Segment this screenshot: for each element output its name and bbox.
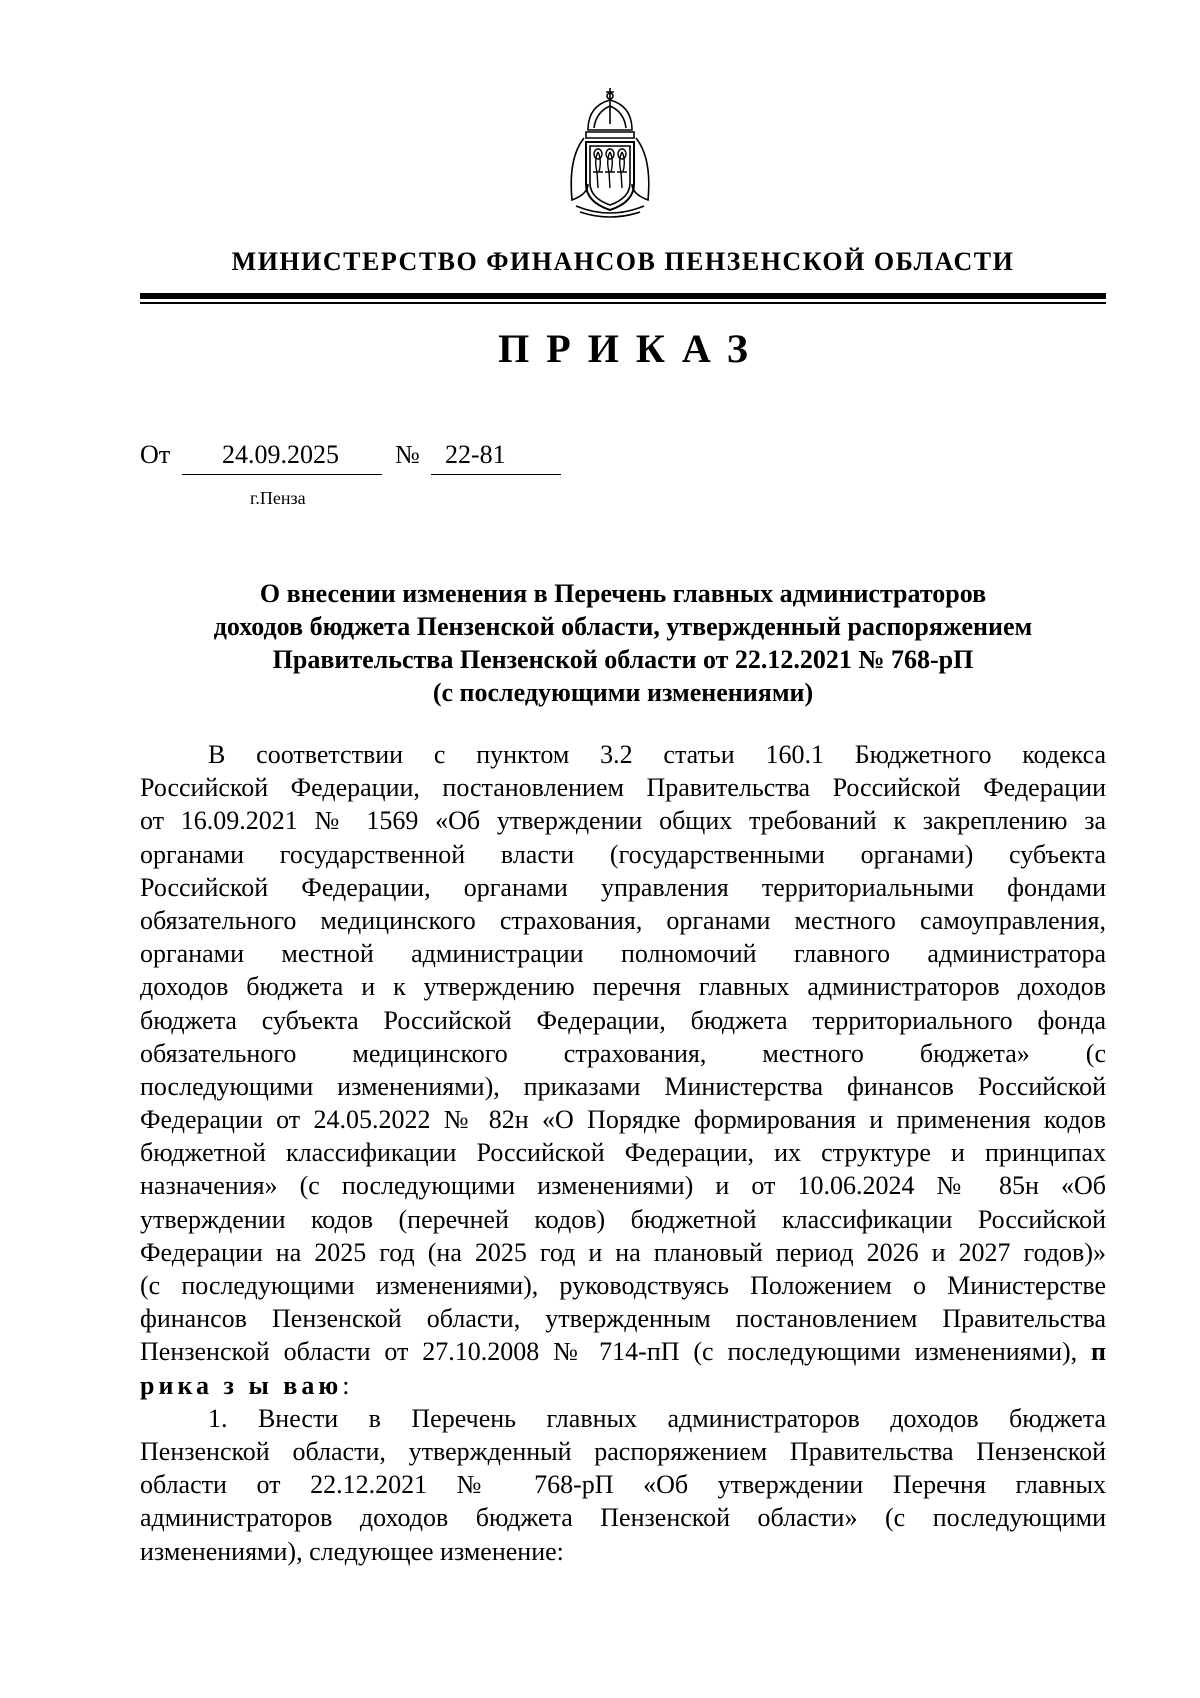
- header-divider-thin: [140, 302, 1106, 304]
- body-line: финансов Пензенской области, утвержденным постановлением Правительства: [140, 1304, 1106, 1334]
- date-underline: [182, 474, 382, 475]
- body-line: 1. Внести в Перечень главных администраторов доходов бюджета: [208, 1403, 1106, 1433]
- penza-region-coat-of-arms-icon: [558, 88, 662, 220]
- city-name: г.Пенза: [250, 488, 306, 508]
- body-line: бюджета субъекта Российской Федерации, бюджета территориального фонда: [140, 1005, 1106, 1035]
- order-title: [140, 577, 1106, 709]
- body-line: изменениями), следующее изменение:: [140, 1536, 564, 1566]
- ministry-name: МИНИСТЕРСТВО ФИНАНСОВ ПЕНЗЕНСКОЙ ОБЛАСТИ: [231, 247, 1015, 276]
- body-line: Пензенской области, утвержденный распоряжением Правительства Пензенской: [140, 1436, 1106, 1466]
- body-line: области от 22.12.2021 № 768-рП «Об утверждении Перечня главных: [140, 1470, 1106, 1500]
- body-line: обязательного медицинского страхования, органами местного самоуправления,: [140, 905, 1106, 935]
- body-line: назначения» (с последующими изменениями) и от 10.06.2024 № 85н «Об: [140, 1171, 1106, 1201]
- body-line: доходов бюджета и к утверждению перечня главных администраторов доходов: [140, 972, 1106, 1002]
- from-label: От: [140, 440, 171, 469]
- order-body: [140, 738, 1106, 1568]
- order-word-start: п: [1091, 1337, 1107, 1367]
- body-line: (с последующими изменениями), руководствуясь Положением о Министерстве: [140, 1271, 1106, 1300]
- body-line-text: Пензенской области от 27.10.2008 № 714-пП (с последующими изменениями),: [140, 1337, 1078, 1367]
- body-line: органами государственной власти (государственными органами) субъекта: [140, 839, 1106, 869]
- body-line: Федерации на 2025 год (на 2025 год и на плановый период 2026 и 2027 годов)»: [140, 1237, 1106, 1267]
- body-line: Федерации от 24.05.2022 № 82н «О Порядке формирования и применения кодов: [140, 1105, 1106, 1135]
- title-line: О внесении изменения в Перечень главных администраторов: [259, 579, 987, 608]
- body-line: органами местной администрации полномочий главного администратора: [140, 939, 1106, 969]
- body-line: В соответствии с пунктом 3.2 статьи 160.1 Бюджетного кодекса: [208, 740, 1106, 769]
- body-line: последующими изменениями), приказами Министерства финансов Российской: [140, 1071, 1106, 1101]
- title-line: Правительства Пензенской области от 22.12.2021 № 768-рП: [272, 645, 974, 674]
- body-line: утверждении кодов (перечней кодов) бюджетной классификации Российской: [140, 1204, 1106, 1234]
- title-line: доходов бюджета Пензенской области, утвержденный распоряжением: [213, 612, 1033, 641]
- number-underline: [431, 474, 561, 475]
- body-line-with-bold-tail: [140, 1335, 1106, 1368]
- title-line: (с последующими изменениями): [432, 678, 814, 707]
- order-colon: :: [342, 1370, 350, 1400]
- body-line: от 16.09.2021 № 1569 «Об утверждении общих требований к закреплению за: [140, 806, 1106, 836]
- body-line: Российской Федерации, постановлением Правительства Российской Федерации: [140, 773, 1106, 803]
- number-label: №: [395, 440, 420, 469]
- body-line: Российской Федерации, органами управления территориальными фондами: [140, 872, 1106, 902]
- body-line: администраторов доходов бюджета Пензенской области» (с последующими: [140, 1503, 1106, 1533]
- order-word-line: [140, 1369, 1106, 1402]
- order-date: 24.09.2025: [222, 440, 339, 469]
- document-type-title: ПРИКАЗ: [498, 326, 765, 371]
- body-line: бюджетной классификации Российской Федерации, их структуре и принципах: [140, 1138, 1106, 1168]
- header-divider-thick: [140, 293, 1106, 299]
- order-word: рика з ы ваю: [140, 1370, 343, 1400]
- order-number: 22-81: [445, 440, 506, 469]
- body-line: обязательного медицинского страхования, местного бюджета» (с: [140, 1038, 1106, 1068]
